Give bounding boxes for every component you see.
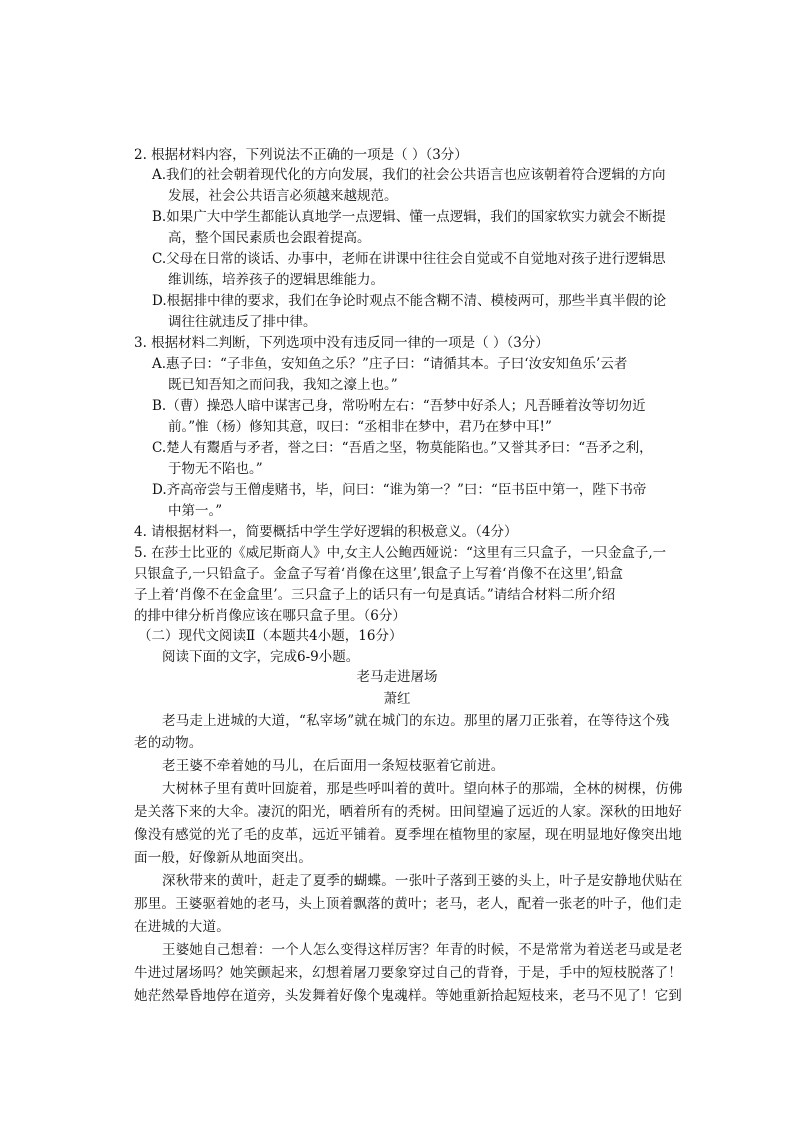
question-4-stem: 4. 请根据材料一，简要概括中学生学好逻辑的积极意义。（4分） [134,524,518,540]
question-3-option-d-cont: 中第一。” [168,503,223,519]
paragraph-3-line-4: 面一般，好像新从地面突出。 [134,850,313,866]
paragraph-4-line-3: 在进城的大道。 [134,919,230,935]
question-5-line-1: 5. 在莎士比亚的《威尼斯商人》中,女主人公鲍西娅说：“这里有三只盒子，一只金盒子,一 [134,545,667,561]
paragraph-5-line-1: 王婆她自己想着：一个人怎么变得这样厉害？年青的时候，不是常常为着送老马或是老 [162,942,683,958]
question-3-option-d: D.齐高帝尝与王僧虔赌书，毕，问曰：“谁为第一？”曰：“臣书臣中第一，陛下书帝 [152,482,647,498]
paragraph-3-line-2: 是关落下来的大伞。凄沉的阳光，晒着所有的秃树。田间望遍了远近的人家。深秋的田地好 [134,804,682,820]
question-5-line-2: 只银盒子,一只铅盒子。金盒子写着‘肖像在这里’,银盒子上写着‘肖像不在这里’,铅盒 [134,566,624,582]
paragraph-3-line-1: 大树林子里有黄叶回旋着，那是些呼叫着的黄叶。望向林子的那端，全林的树棵，仿佛 [162,781,683,797]
paragraph-5-line-2: 牛进过屠场吗？她笑颤起来，幻想着屠刀要象穿过自己的背脊，于是，手中的短枝脱落了！ [134,965,682,981]
paragraph-4-line-2: 那里。王婆驱着她的老马，头上顶着飘落的黄叶；老马，老人，配着一张老的叶子，他们走 [134,896,682,912]
question-2-option-c-cont: 维训练，培养孩子的逻辑思维能力。 [168,272,384,288]
question-3-option-b: B.（曹）操恐人暗中谋害己身，常吩咐左右：“吾梦中好杀人；凡吾睡着汝等切勿近 [152,398,646,414]
paragraph-3-line-3: 像没有感觉的光了毛的皮革，远近平铺着。夏季埋在植物里的家屋，现在明显地好像突出地 [134,827,682,843]
question-2-option-d: D.根据排中律的要求，我们在争论时观点不能含糊不清、模棱两可，那些半真半假的论 [152,293,667,309]
paragraph-4-line-1: 深秋带来的黄叶，赶走了夏季的蝴蝶。一张叶子落到王婆的头上，叶子是安静地伏贴在 [162,873,683,889]
question-5-line-3: 子上着‘肖像不在金盒里’。三只盒子上的话只有一句是真话。”请结合材料二所介绍 [134,587,616,603]
article-author: 萧红 [383,691,411,707]
question-3-option-b-cont: 前。”惟（杨）修知其意，叹曰：“丞相非在梦中，君乃在梦中耳!” [168,419,552,435]
paragraph-2-line-1: 老王婆不牵着她的马儿，在后面用一条短枝驱着它前进。 [162,758,505,774]
article-title: 老马走进屠场 [356,669,438,685]
question-2-option-d-cont: 调往往就违反了排中律。 [168,314,317,330]
question-2-option-b-cont: 高，整个国民素质也会跟着提高。 [168,230,371,246]
section-instruction: 阅读下面的文字，完成6-9小题。 [162,649,360,665]
paragraph-1-line-2: 老的动物。 [134,735,203,751]
question-3-option-a-cont: 既已知吾知之而问我，我知之濠上也。” [168,377,398,393]
question-2-option-a: A.我们的社会朝着现代化的方向发展，我们的社会公共语言也应该朝着符合逻辑的方向 [152,167,666,183]
question-3-option-a: A.惠子曰：“子非鱼，安知鱼之乐？”庄子曰：“请循其本。子曰‘汝安知鱼乐’云者 [152,356,628,372]
question-2-option-a-cont: 发展，社会公共语言必须越来越规范。 [168,188,398,204]
question-3-option-c-cont: 于物无不陷也。” [168,461,263,477]
paragraph-5-line-3: 她茫然晕昏地停在道旁，头发舞着好像个鬼魂样。等她重新拾起短枝来，老马不见了！它到 [134,988,682,1004]
question-3-option-c: C.楚人有鬻盾与矛者，誉之曰：“吾盾之坚，物莫能陷也。”又誉其矛曰：“吾矛之利， [152,440,653,456]
question-3-stem: 3. 根据材料二判断，下列选项中没有违反同一律的一项是（ ）（3分） [134,335,549,351]
question-2-option-b: B.如果广大中学生都能认真地学一点逻辑、懂一点逻辑，我们的国家软实力就会不断提 [152,209,666,225]
section-heading: （二）现代文阅读Ⅱ（本题共4小题，16分） [138,628,403,644]
question-2-stem: 2. 根据材料内容，下列说法不正确的一项是（ ）（3分） [134,147,468,163]
question-2-option-c: C.父母在日常的谈话、办事中，老师在讲课中往往会自觉或不自觉地对孩子进行逻辑思 [152,251,666,267]
question-5-line-4: 的排中律分析肖像应该在哪只盒子里。（6分） [134,608,406,624]
paragraph-1-line-1: 老马走上进城的大道，“私宰场”就在城门的东边。那里的屠刀正张着，在等待这个残 [162,713,670,729]
